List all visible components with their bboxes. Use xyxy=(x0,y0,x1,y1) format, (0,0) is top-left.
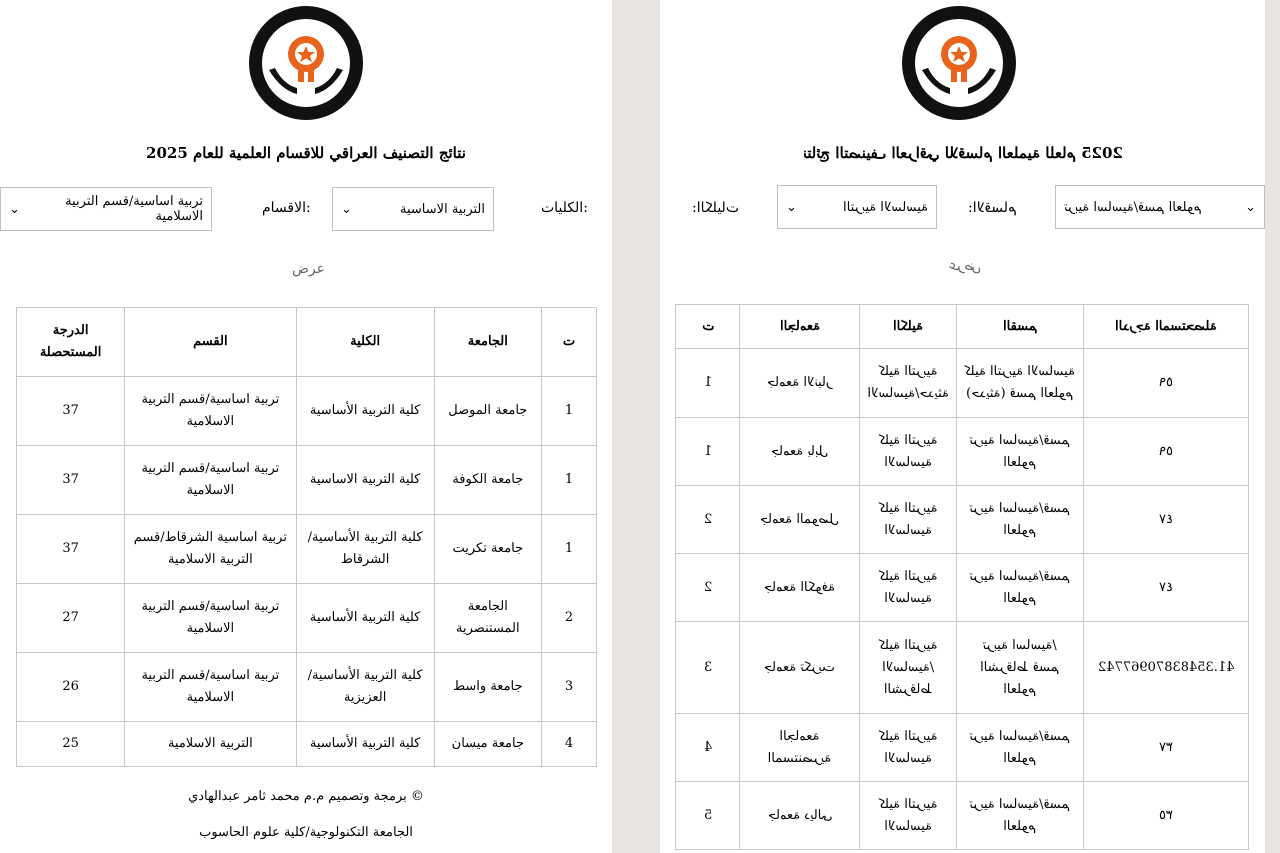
cell-university-text: جامعة ديالى xyxy=(767,807,833,823)
cell-department-text: تربية اساسية/الشرقاط قسم العلوم xyxy=(980,637,1060,697)
cell-college xyxy=(860,622,957,714)
departments-label: الاقسام: xyxy=(262,200,311,216)
cell-score xyxy=(1083,418,1248,486)
cell-college-text: كلية التربية الاساسية xyxy=(879,568,938,606)
colleges-select[interactable] xyxy=(332,187,494,231)
cell-college xyxy=(860,554,957,622)
results-table xyxy=(16,307,597,767)
cell-college xyxy=(860,349,957,418)
cell-score xyxy=(1083,486,1248,554)
cell-rank-text: 4 xyxy=(703,739,712,755)
table-row xyxy=(676,714,1249,782)
page-title xyxy=(660,144,1265,162)
credits-text: © برمجة وتصميم م.م محمد ثامر عبدالهادي xyxy=(188,789,424,804)
cell-rank: 1 xyxy=(541,446,596,515)
cell-score xyxy=(1083,622,1248,714)
table-header-row xyxy=(676,305,1249,349)
cell-university-text: جامعة بابل xyxy=(771,443,829,459)
cell-university xyxy=(740,418,860,486)
right-panel xyxy=(660,0,1265,853)
cell-college: كلية التربية الأساسية xyxy=(296,377,434,446)
header-college: الكلية xyxy=(296,308,434,377)
ranking-logo xyxy=(900,4,1018,122)
cell-rank xyxy=(676,554,740,622)
cell-department xyxy=(957,622,1083,714)
cell-department: تربية اساسية/قسم التربية الاسلامية xyxy=(125,584,296,653)
cell-rank-text: 2 xyxy=(703,579,712,595)
cell-department xyxy=(957,554,1083,622)
cell-college-text: كلية التربية الاساسية xyxy=(879,796,938,834)
chevron-down-icon: ⌄ xyxy=(9,201,20,217)
cell-college-text: كلية التربية الاساسية/الشرقاط xyxy=(879,637,938,697)
cell-college-text: كلية التربية الاساسية/حديثة xyxy=(867,364,950,401)
cell-score: 37 xyxy=(17,377,125,446)
cell-college-text: كلية التربية الاساسية xyxy=(879,500,938,538)
cell-department xyxy=(957,418,1083,486)
departments-select-value: تربية اساسية/قسم العلوم xyxy=(1064,199,1202,215)
table-row xyxy=(676,782,1249,850)
departments-select[interactable] xyxy=(0,187,212,231)
header-rank: ت xyxy=(541,308,596,377)
departments-label xyxy=(968,200,1017,216)
show-button[interactable] xyxy=(948,258,981,274)
cell-rank-text: 2 xyxy=(703,511,712,527)
cell-department: تربية اساسية/قسم التربية الاسلامية xyxy=(125,653,296,722)
table-row xyxy=(676,486,1249,554)
cell-college-text: كلية التربية الاساسية xyxy=(879,728,938,766)
table-row xyxy=(17,377,597,446)
cell-department-text: تربية اساسية/قسم العلوم xyxy=(969,432,1071,470)
header-university: الجامعة xyxy=(434,308,541,377)
cell-score xyxy=(1083,714,1248,782)
cell-department xyxy=(957,782,1083,850)
header-university: الجامعة xyxy=(740,305,860,349)
cell-university-text: جامعة الموصل xyxy=(760,511,840,527)
cell-rank-text: 1 xyxy=(703,443,712,459)
cell-college xyxy=(860,782,957,850)
cell-rank xyxy=(676,486,740,554)
cell-rank xyxy=(676,622,740,714)
cell-college-text: كلية التربية الاساسية xyxy=(879,432,938,470)
cell-university-text: جامعة الكوفة xyxy=(764,579,836,595)
cell-department-text: تربية اساسية/قسم العلوم xyxy=(969,728,1071,766)
results-table xyxy=(675,304,1249,850)
table-row xyxy=(17,446,597,515)
cell-rank-text: 5 xyxy=(703,807,712,823)
cell-score: 26 xyxy=(17,653,125,722)
cell-score-text: ٤٧ xyxy=(1158,511,1173,527)
institution-text: الجامعة التكنولوجية/كلية علوم الحاسوب xyxy=(199,825,413,840)
cell-department xyxy=(957,486,1083,554)
table-row xyxy=(676,349,1249,418)
cell-college: كلية التربية الأساسية/العزيزية xyxy=(296,653,434,722)
cell-university xyxy=(740,554,860,622)
cell-college: كلية التربية الأساسية xyxy=(296,722,434,767)
header-college: الكلية xyxy=(860,305,957,349)
chevron-down-icon: ⌄ xyxy=(1245,199,1256,215)
cell-university xyxy=(740,782,860,850)
header-department: القسم xyxy=(125,308,296,377)
cell-rank-text: 3 xyxy=(703,659,712,675)
cell-rank: 4 xyxy=(541,722,596,767)
colleges-label: الكليات: xyxy=(541,200,588,216)
cell-score: 37 xyxy=(17,515,125,584)
departments-select[interactable] xyxy=(1055,185,1265,229)
cell-department: تربية اساسية الشرقاط/قسم التربية الاسلامية xyxy=(125,515,296,584)
cell-university: جامعة واسط xyxy=(434,653,541,722)
cell-rank-text: 1 xyxy=(703,375,712,390)
cell-score xyxy=(1083,554,1248,622)
table-row xyxy=(676,622,1249,714)
colleges-select[interactable] xyxy=(777,185,937,229)
show-button[interactable]: عرض xyxy=(292,261,326,277)
table-row xyxy=(17,653,597,722)
cell-score-text: ٥٩ xyxy=(1158,443,1173,459)
cell-university: جامعة الكوفة xyxy=(434,446,541,515)
header-department: القسم xyxy=(957,305,1083,349)
table-row xyxy=(676,554,1249,622)
colleges-select-value: التربية الاساسية xyxy=(843,199,928,215)
cell-university-text: الجامعة المستنصرية xyxy=(768,728,832,766)
show-button-label: عرض xyxy=(948,258,982,274)
cell-college: كلية التربية الأساسية xyxy=(296,584,434,653)
cell-rank: 1 xyxy=(541,377,596,446)
cell-college: كلية التربية الأساسية/الشرقاط xyxy=(296,515,434,584)
cell-university-text: جامعة تكريت xyxy=(764,659,836,675)
departments-label-text: الاقسام: xyxy=(968,200,1017,216)
cell-university xyxy=(740,486,860,554)
cell-rank xyxy=(676,714,740,782)
cell-university xyxy=(740,349,860,418)
header-score: الدرجة المستحصلة xyxy=(17,308,125,377)
chevron-down-icon: ⌄ xyxy=(341,201,352,217)
cell-score xyxy=(1083,782,1248,850)
cell-rank xyxy=(676,418,740,486)
cell-university: الجامعة المستنصرية xyxy=(434,584,541,653)
cell-department xyxy=(957,349,1083,418)
departments-select-value: تربية اساسية/قسم التربية الاسلامية xyxy=(65,194,203,224)
cell-rank xyxy=(676,349,740,418)
cell-department xyxy=(957,714,1083,782)
cell-rank: 2 xyxy=(541,584,596,653)
cell-score-text: ٣٧ xyxy=(1158,739,1173,755)
header-score: الدرجة المستحصلة xyxy=(1083,305,1248,349)
colleges-label-text: الكليات: xyxy=(692,200,739,216)
cell-score-text: 41.35483870967742 xyxy=(1097,659,1235,675)
cell-university: جامعة الموصل xyxy=(434,377,541,446)
cell-university-text: جامعة الانبار xyxy=(767,375,833,390)
cell-score: 37 xyxy=(17,446,125,515)
cell-university: جامعة تكريت xyxy=(434,515,541,584)
cell-university: جامعة ميسان xyxy=(434,722,541,767)
cell-department-text: تربية اساسية/قسم العلوم xyxy=(969,500,1071,538)
page-title-text: نتائج التصنيف العراقي للاقسام العلمية للعام 2025 xyxy=(802,144,1123,162)
cell-score xyxy=(1083,349,1248,418)
left-panel xyxy=(0,0,612,853)
cell-rank: 3 xyxy=(541,653,596,722)
cell-department-text: تربية اساسية/قسم العلوم xyxy=(969,568,1071,606)
ranking-logo xyxy=(247,4,365,122)
cell-rank xyxy=(676,782,740,850)
colleges-label xyxy=(692,200,739,216)
cell-college xyxy=(860,714,957,782)
table-row xyxy=(17,584,597,653)
header-rank: ت xyxy=(676,305,740,349)
table-row xyxy=(676,418,1249,486)
cell-college xyxy=(860,486,957,554)
page-title: نتائج التصنيف العراقي للاقسام العلمية للعام 2025 xyxy=(146,144,466,162)
cell-department: التربية الاسلامية xyxy=(125,722,296,767)
chevron-down-icon: ⌄ xyxy=(786,199,797,215)
cell-department-text: تربية اساسية/قسم العلوم xyxy=(969,796,1071,834)
cell-university xyxy=(740,622,860,714)
cell-score-text: ٤٧ xyxy=(1158,579,1173,595)
cell-department-text: كلية التربية الاساسية (حديثة) قسم العلوم xyxy=(964,364,1076,401)
table-row xyxy=(17,722,597,767)
colleges-select-value: التربية الاساسية xyxy=(400,201,485,217)
cell-score-text: ٣٥ xyxy=(1158,807,1173,823)
cell-score: 27 xyxy=(17,584,125,653)
cell-department: تربية اساسية/قسم التربية الاسلامية xyxy=(125,446,296,515)
cell-college xyxy=(860,418,957,486)
cell-score: 25 xyxy=(17,722,125,767)
cell-college: كلية التربية الاساسية xyxy=(296,446,434,515)
cell-department: تربية اساسية/قسم التربية الاسلامية xyxy=(125,377,296,446)
cell-university xyxy=(740,714,860,782)
table-row xyxy=(17,515,597,584)
cell-rank: 1 xyxy=(541,515,596,584)
cell-score-text: ٥٩ xyxy=(1158,375,1173,390)
table-header-row xyxy=(17,308,597,377)
